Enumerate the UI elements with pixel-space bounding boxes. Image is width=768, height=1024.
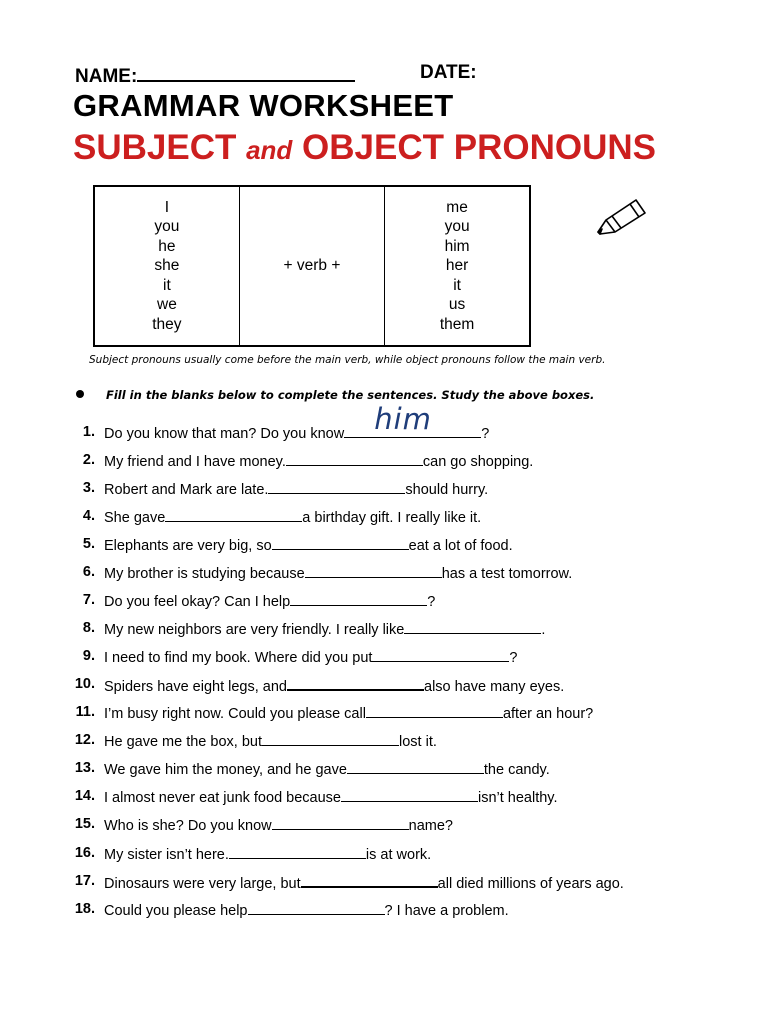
question-row bbox=[0, 816, 768, 838]
name-line[interactable] bbox=[137, 62, 355, 82]
answer-blank[interactable] bbox=[404, 620, 541, 634]
question-number: 2. bbox=[82, 452, 95, 468]
question-before: She gave bbox=[104, 510, 166, 526]
question-row bbox=[0, 901, 768, 923]
question-before: I almost never eat junk food because bbox=[104, 790, 341, 806]
question-number: 12. bbox=[74, 732, 95, 748]
question-row bbox=[0, 508, 768, 530]
answer-blank[interactable] bbox=[290, 592, 427, 606]
question-text bbox=[104, 536, 513, 554]
answer-blank[interactable] bbox=[262, 732, 399, 746]
question-before: Could you please help bbox=[104, 903, 248, 919]
handwritten-answer: him bbox=[374, 402, 432, 436]
question-after: the candy. bbox=[483, 762, 550, 778]
question-number: 4. bbox=[82, 508, 95, 524]
question-row bbox=[0, 760, 768, 782]
object-pronoun: her bbox=[445, 257, 469, 275]
subject-pronoun: she bbox=[154, 257, 180, 275]
subject-pronoun: he bbox=[158, 237, 176, 255]
subtitle-object: OBJECT PRONOUNS bbox=[292, 128, 656, 167]
question-text bbox=[104, 620, 545, 638]
question-row bbox=[0, 648, 768, 670]
subject-pronoun: you bbox=[154, 218, 180, 236]
question-number: 16. bbox=[74, 845, 95, 861]
question-text bbox=[104, 901, 509, 919]
object-pronouns-cell bbox=[385, 186, 530, 346]
question-row bbox=[0, 536, 768, 558]
question-text bbox=[104, 873, 624, 892]
subject-pronoun: I bbox=[164, 198, 170, 216]
name-label: NAME: bbox=[75, 66, 138, 87]
answer-blank[interactable] bbox=[229, 845, 366, 859]
question-text bbox=[104, 788, 558, 806]
question-before: My friend and I have money. bbox=[104, 454, 286, 470]
question-text bbox=[104, 704, 593, 722]
question-before: Who is she? Do you know bbox=[104, 818, 272, 834]
question-text bbox=[104, 564, 572, 582]
question-number: 3. bbox=[82, 480, 95, 496]
question-after: eat a lot of food. bbox=[408, 538, 513, 554]
question-after: should hurry. bbox=[405, 482, 489, 498]
question-after: is at work. bbox=[365, 847, 432, 863]
question-row bbox=[0, 788, 768, 810]
question-before: Robert and Mark are late. bbox=[104, 482, 269, 498]
answer-blank[interactable] bbox=[268, 480, 405, 494]
question-number: 11. bbox=[75, 704, 95, 720]
subject-pronoun: they bbox=[152, 315, 182, 333]
object-pronoun: you bbox=[444, 218, 470, 236]
subtitle-subject: SUBJECT bbox=[73, 128, 247, 167]
question-after: also have many eyes. bbox=[424, 679, 565, 695]
question-after: all died millions of years ago. bbox=[437, 876, 624, 892]
question-text bbox=[104, 760, 550, 778]
question-before: I need to find my book. Where did you put bbox=[104, 650, 373, 666]
answer-blank[interactable] bbox=[341, 788, 478, 802]
question-text bbox=[104, 676, 564, 695]
question-number: 9. bbox=[82, 648, 95, 664]
answer-blank[interactable] bbox=[272, 536, 409, 550]
date-field bbox=[420, 62, 477, 84]
verb-label: + verb + bbox=[283, 257, 341, 275]
question-before: We gave him the money, and he gave bbox=[104, 762, 347, 778]
question-number: 7. bbox=[82, 592, 95, 608]
question-text bbox=[104, 845, 431, 863]
answer-blank[interactable] bbox=[286, 452, 423, 466]
question-after: ? bbox=[427, 594, 436, 610]
instruction-text: Fill in the blanks below to complete the sentences. Study the above boxes. bbox=[106, 388, 595, 402]
question-number: 1. bbox=[82, 424, 95, 440]
question-row bbox=[0, 704, 768, 726]
answer-blank[interactable] bbox=[272, 816, 409, 830]
question-text bbox=[104, 648, 517, 666]
question-before: I’m busy right now. Could you please call bbox=[104, 706, 366, 722]
question-before: He gave me the box, but bbox=[104, 734, 262, 750]
question-before: My sister isn’t here. bbox=[104, 847, 229, 863]
question-row bbox=[0, 845, 768, 867]
question-row bbox=[0, 452, 768, 474]
answer-blank[interactable] bbox=[372, 648, 509, 662]
question-number: 5. bbox=[82, 536, 95, 552]
answer-blank[interactable] bbox=[347, 760, 484, 774]
question-text bbox=[104, 816, 453, 834]
question-number: 6. bbox=[82, 564, 95, 580]
question-before: Do you feel okay? Can I help bbox=[104, 594, 291, 610]
question-number: 13. bbox=[74, 760, 95, 776]
question-number: 8. bbox=[82, 620, 95, 636]
question-number: 10. bbox=[74, 676, 95, 692]
question-before: Spiders have eight legs, and bbox=[104, 679, 287, 695]
subject-pronouns-cell bbox=[94, 186, 239, 346]
question-number: 18. bbox=[74, 901, 95, 917]
answer-blank[interactable] bbox=[301, 873, 438, 888]
question-text bbox=[104, 508, 481, 526]
question-after: ? I have a problem. bbox=[384, 903, 509, 919]
question-number: 17. bbox=[74, 873, 95, 889]
answer-blank[interactable] bbox=[248, 901, 385, 915]
question-row bbox=[0, 620, 768, 642]
question-after: has a test tomorrow. bbox=[441, 566, 573, 582]
question-text bbox=[104, 452, 533, 470]
question-after: ? bbox=[509, 650, 518, 666]
question-after: . bbox=[541, 622, 546, 638]
question-text bbox=[104, 402, 490, 442]
name-field bbox=[75, 62, 355, 88]
question-before: My new neighbors are very friendly. I really like bbox=[104, 622, 405, 638]
question-after: a birthday gift. I really like it. bbox=[302, 510, 482, 526]
object-pronoun: him bbox=[444, 237, 470, 255]
subject-pronoun: we bbox=[157, 296, 177, 314]
question-row bbox=[0, 564, 768, 586]
question-row bbox=[0, 592, 768, 614]
subtitle-and: and bbox=[246, 135, 293, 165]
object-pronoun: us bbox=[448, 296, 466, 314]
question-row bbox=[0, 873, 768, 895]
question-before: Do you know that man? Do you know bbox=[104, 426, 345, 442]
question-row bbox=[0, 480, 768, 502]
answer-blank[interactable] bbox=[366, 704, 503, 718]
answer-blank[interactable] bbox=[287, 676, 424, 691]
question-after: after an hour? bbox=[502, 706, 594, 722]
object-pronoun: me bbox=[446, 198, 468, 216]
answer-blank[interactable] bbox=[305, 564, 442, 578]
note-text: Subject pronouns usually come before the main verb, while object pronouns follow the main verb. bbox=[89, 354, 606, 366]
question-row bbox=[0, 676, 768, 698]
worksheet-subtitle bbox=[73, 128, 656, 168]
question-text bbox=[104, 732, 437, 750]
answer-blank[interactable] bbox=[165, 508, 302, 522]
question-text bbox=[104, 480, 488, 498]
subject-pronoun: it bbox=[163, 276, 171, 294]
worksheet-title: GRAMMAR WORKSHEET bbox=[73, 88, 454, 123]
question-row bbox=[0, 402, 768, 446]
pencil-icon bbox=[592, 196, 648, 238]
date-label: DATE: bbox=[420, 62, 477, 83]
question-number: 15. bbox=[74, 816, 95, 832]
question-text bbox=[104, 592, 435, 610]
question-after: isn’t healthy. bbox=[477, 790, 558, 806]
answer-blank[interactable] bbox=[344, 402, 481, 438]
question-after: name? bbox=[408, 818, 453, 834]
pronoun-table bbox=[93, 185, 531, 347]
object-pronoun: them bbox=[439, 315, 475, 333]
question-before: Dinosaurs were very large, but bbox=[104, 876, 301, 892]
verb-cell bbox=[239, 186, 384, 346]
bullet-icon bbox=[76, 390, 84, 398]
question-after: can go shopping. bbox=[422, 454, 534, 470]
question-row bbox=[0, 732, 768, 754]
question-after: ? bbox=[481, 426, 490, 442]
question-after: lost it. bbox=[399, 734, 437, 750]
question-number: 14. bbox=[74, 788, 95, 804]
object-pronoun: it bbox=[453, 276, 461, 294]
question-before: Elephants are very big, so bbox=[104, 538, 272, 554]
question-before: My brother is studying because bbox=[104, 566, 305, 582]
